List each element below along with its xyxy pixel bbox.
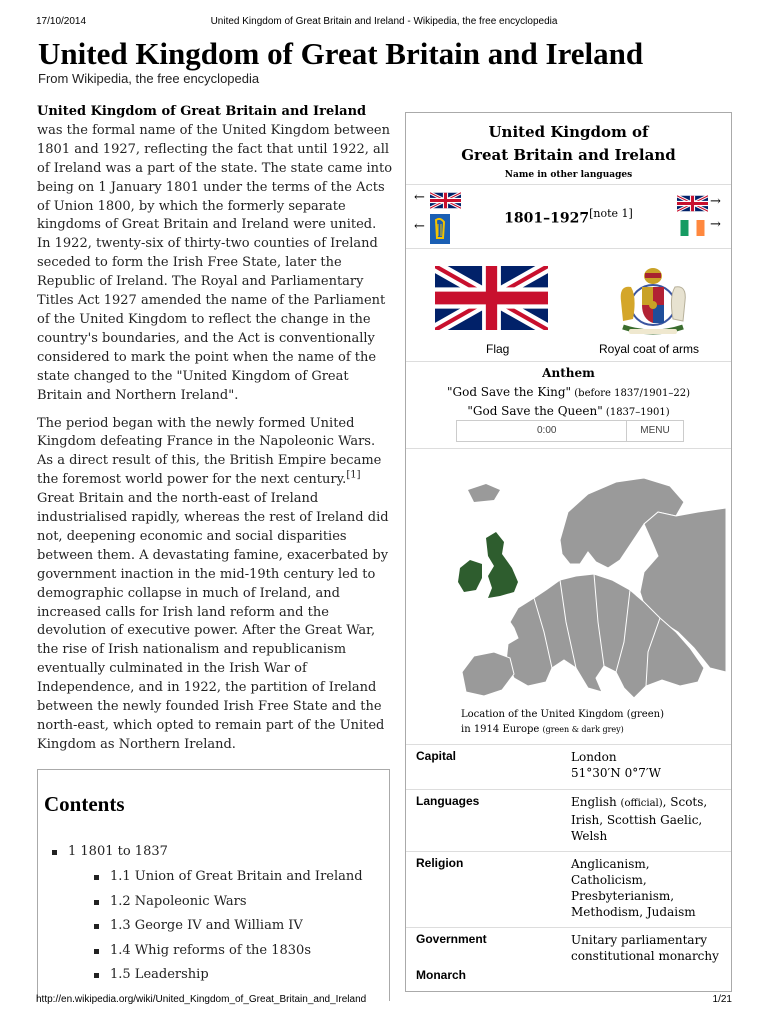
infobox-title-line2: Great Britain and Ireland xyxy=(461,146,676,164)
bullet-icon xyxy=(94,949,99,954)
other-languages-link[interactable]: Name in other languages xyxy=(504,170,633,180)
toc-item[interactable] xyxy=(110,867,363,892)
note-link[interactable]: [note 1] xyxy=(589,207,633,220)
arrow-right-icon: → xyxy=(710,194,721,209)
player-menu-button[interactable]: MENU xyxy=(626,421,683,441)
page-title: United Kingdom of Great Britain and Ireland xyxy=(38,36,644,71)
capital-value xyxy=(571,749,721,781)
languages-english[interactable]: English xyxy=(571,795,621,809)
bullet-icon xyxy=(52,850,57,855)
arrow-right-icon: → xyxy=(710,217,721,232)
print-date: 17/10/2014 xyxy=(36,16,87,27)
languages-line2[interactable]: Irish, Scottish Gaelic, xyxy=(571,813,703,827)
toc-item[interactable] xyxy=(110,941,363,966)
europe-location-map[interactable] xyxy=(448,472,726,702)
divider xyxy=(406,789,731,790)
divider xyxy=(406,927,731,928)
toc-item[interactable] xyxy=(110,892,363,917)
infobox xyxy=(405,112,732,992)
successor-irish-flag-icon[interactable] xyxy=(677,220,708,236)
toc-item-label[interactable]: 1.5 Leadership xyxy=(110,967,209,982)
divider xyxy=(406,361,731,362)
capital-city-link[interactable]: London xyxy=(571,750,617,764)
infobox-title xyxy=(406,121,731,167)
government-line1[interactable]: Unitary parliamentary xyxy=(571,933,708,947)
toc-item-label[interactable]: 1.4 Whig reforms of the 1830s xyxy=(110,942,311,958)
languages-line3[interactable]: Welsh xyxy=(571,829,608,843)
table-of-contents xyxy=(37,769,390,1001)
reference-link[interactable]: [1] xyxy=(346,469,361,481)
map-caption-line1: Location of the United Kingdom (green) xyxy=(461,709,664,720)
successor-uk-flag-icon[interactable] xyxy=(677,195,708,212)
government-value xyxy=(571,932,721,964)
anthem-line-1 xyxy=(406,385,731,399)
toc-item-label[interactable]: 1.3 George IV and William IV xyxy=(110,918,303,933)
intro-bold-title: United Kingdom of Great Britain and Ireland xyxy=(37,104,367,119)
coat-of-arms-image[interactable] xyxy=(613,261,693,341)
coat-of-arms-caption[interactable]: Royal coat of arms xyxy=(599,342,700,356)
player-time: 0:00 xyxy=(537,425,557,436)
languages-official: (official) xyxy=(620,798,663,809)
toc-item-label[interactable]: 1.1 Union of Great Britain and Ireland xyxy=(110,869,363,884)
divider xyxy=(406,184,731,185)
from-wikipedia-tagline: From Wikipedia, the free encyclopedia xyxy=(38,71,260,86)
toc-item[interactable] xyxy=(110,965,363,990)
audio-player[interactable] xyxy=(456,420,684,442)
toc-level2 xyxy=(110,867,363,990)
arrow-left-icon: ← xyxy=(414,190,425,205)
anthem2-link[interactable]: "God Save the Queen" xyxy=(467,404,603,418)
map-caption-line2 xyxy=(461,722,664,737)
anthem1-dates: (before 1837/1901–22) xyxy=(571,388,690,399)
print-footer xyxy=(36,994,732,1008)
toc-item-label[interactable]: 1.2 Napoleonic Wars xyxy=(110,893,247,909)
print-header xyxy=(36,16,732,30)
arrow-left-icon: ← xyxy=(414,219,425,234)
religion-label[interactable]: Religion xyxy=(416,856,464,870)
location-map-section xyxy=(406,449,731,744)
toc-item[interactable] xyxy=(110,916,363,941)
map-caption-line2b: (green & dark grey) xyxy=(542,725,624,734)
divider xyxy=(406,248,731,249)
languages-scots[interactable]: , Scots, xyxy=(662,795,708,809)
second-paragraph xyxy=(37,415,393,755)
religion-line3[interactable]: Presbyterianism, xyxy=(571,889,675,903)
bullet-icon xyxy=(94,875,99,880)
article-body xyxy=(37,103,393,764)
toc-heading: Contents xyxy=(44,792,125,816)
second-text-a: The period began with the newly formed United Kingdom defeating France in the Napoleonic Wars. As a direct result of this, the British Empire became the foremost world power for the next century. xyxy=(37,415,382,488)
bullet-icon xyxy=(94,973,99,978)
flag-caption[interactable]: Flag xyxy=(486,342,510,356)
print-page-number: 1/21 xyxy=(712,994,732,1005)
infobox-title-line1: United Kingdom of xyxy=(488,123,649,141)
capital-label[interactable]: Capital xyxy=(416,749,457,763)
religion-line4[interactable]: Methodism, Judaism xyxy=(571,905,696,919)
intro-paragraph xyxy=(37,103,393,406)
languages-line1 xyxy=(571,794,721,812)
union-flag-image[interactable] xyxy=(435,266,548,330)
religion-line1[interactable]: Anglicanism, xyxy=(571,857,650,871)
religion-line2[interactable]: Catholicism, xyxy=(571,873,647,887)
second-text-b: Great Britain and the north-east of Ireland industrialised rapidly, whereas the rest of Ireland did not, deepening economic and social disparities between them. A devastating famine, exacerbated by government inaction in the mid-19th century led to demographic collapse in much of Ireland, and increased calls for Irish land reform and the devolution of executive power. After the Great War, the rise of Irish nationalism and republicanism eventually culminated in the Irish War of Independence, and in 1922, the partition of Ireland between the newly founded Irish Free State and the north-east, which opted to remain part of the United Kingdom as Northern Ireland. xyxy=(37,491,389,752)
toc-item-label[interactable]: 1 1801 to 1837 xyxy=(68,844,168,859)
print-url: http://en.wikipedia.org/wiki/United_Kingdom_of_Great_Britain_and_Ireland xyxy=(36,994,367,1005)
divider xyxy=(406,744,731,745)
anthem1-link[interactable]: "God Save the King" xyxy=(446,385,572,399)
years-text: 1801–1927 xyxy=(504,210,590,227)
languages-label: Languages xyxy=(416,794,480,808)
print-title: United Kingdom of Great Britain and Ireland - Wikipedia, the free encyclopedia xyxy=(210,16,558,27)
government-label[interactable]: Government xyxy=(416,932,487,946)
toc-level1 xyxy=(68,842,168,867)
capital-coordinates-link[interactable]: 51°30′N 0°7′W xyxy=(571,766,661,780)
languages-value xyxy=(571,794,721,844)
monarch-label[interactable]: Monarch xyxy=(416,968,467,982)
bullet-icon xyxy=(94,924,99,929)
intro-text: was the formal name of the United Kingdom between 1801 and 1927, reflecting the fact that until 1922, all of Ireland was a part of the state. The state came into being on 1 January 1801 under the terms of the Acts of Union 1800, by which the formerly separate kingdoms of Great Britain and Ireland were united. In 1922, twenty-six of thirty-two counties of Ireland seceded to form the Irish Free State, later the Republic of Ireland. The Royal and Parliamentary Titles Act 1927 amended the name of the Parliament of the United Kingdom to reflect the change in the country's boundaries, and the Act is conventionally considered to mark the point when the name of the state changed to the "United Kingdom of Great Britain and Northern Ireland". xyxy=(37,122,393,403)
divider xyxy=(406,851,731,852)
bullet-icon xyxy=(94,900,99,905)
map-caption xyxy=(461,707,664,737)
map-caption-line2a: in 1914 Europe xyxy=(461,724,543,735)
toc-item[interactable] xyxy=(68,842,168,867)
anthem-line-2 xyxy=(406,404,731,418)
government-line2[interactable]: constitutional monarchy xyxy=(571,949,719,963)
religion-value xyxy=(571,856,721,920)
anthem-heading: Anthem xyxy=(542,366,595,380)
anthem2-dates: (1837–1901) xyxy=(602,407,670,418)
